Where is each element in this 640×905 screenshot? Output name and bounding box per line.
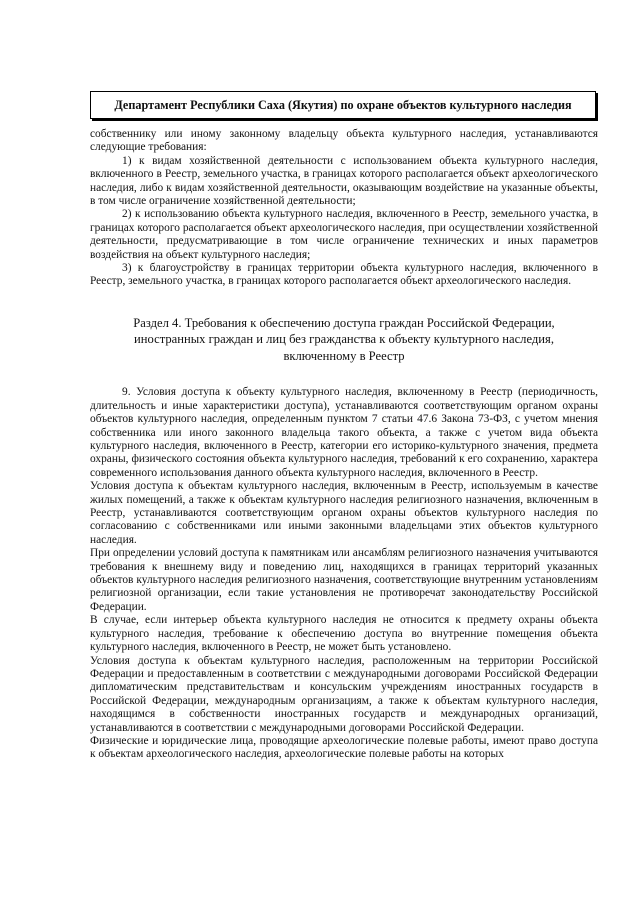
paragraph: Условия доступа к объектам культурного наследия, расположенным на территории Российской Федерации и предоставленным в соответствии с международными договорами Российской Федерации дипломатическим представительствам и консульским учреждениям иностранных государств в Российской Федерации, международным организациям, а также к объектам культурного наследия, находящимся в собственности иностранных государств и международных организаций, устанавливаются в соответствии с международными договорами Российской Федерации. bbox=[90, 654, 598, 734]
section-heading-line: иностранных граждан и лиц без гражданства к объекту культурного наследия, bbox=[134, 332, 554, 347]
section-heading-line: Раздел 4. Требования к обеспечению доступа граждан Российской Федерации, bbox=[133, 315, 555, 330]
section-heading bbox=[90, 315, 598, 365]
paragraph: В случае, если интерьер объекта культурного наследия не относится к предмету охраны объекта культурного наследия, требование к обеспечению доступа во внутренние помещения объекта культурного наследия, включенного в Реестр, не может быть установлено. bbox=[90, 614, 598, 654]
paragraph: Условия доступа к объектам культурного наследия, включенным в Реестр, используемым в качестве жилых помещений, а также к объектам культурного наследия религиозного назначения, включенным в Реестр, устанавливаются соответствующим органом охраны объектов культурного наследия по согласованию с собственниками или иными законными владельцами этих объектов культурного наследия. bbox=[90, 480, 598, 546]
department-header bbox=[90, 91, 596, 119]
requirement-3: 3) к благоустройству в границах территории объекта культурного наследия, включенного в Реестр, земельного участка, в границах которого располагается объект археологического наследия. bbox=[90, 262, 598, 288]
requirement-2: 2) к использованию объекта культурного наследия, включенного в Реестр, земельного участка, в границах которого располагается объект археологического наследия, при осуществлении хозяйственной деятельности, предусматривающие в том числе ограничение технических и иных параметров воздействия на объект культурного наследия; bbox=[90, 208, 598, 261]
paragraph: Физические и юридические лица, проводящие археологические полевые работы, имеют право доступа к объектам археологического наследия, археологические полевые работы на которых bbox=[90, 734, 598, 761]
requirement-1: 1) к видам хозяйственной деятельности с использованием объекта культурного наследия, включенного в Реестр, земельного участка, в границах которого располагается объект археологического наследия, либо к видам хозяйственной деятельности, оказывающим воздействие на указанные объекты, в том числе ограничение хозяйственной деятельности; bbox=[90, 154, 598, 208]
paragraph: При определении условий доступа к памятникам или ансамблям религиозного назначения учитываются требования к внешнему виду и поведению лиц, находящихся в границах территорий указанных объектов культурного наследия религиозного назначения, соответствующие внутренним установлениям религиозной организации, если такие установления не противоречат законодательству Российской Федерации. bbox=[90, 547, 598, 613]
department-title: Департамент Республики Саха (Якутия) по охране объектов культурного наследия bbox=[114, 97, 572, 112]
clause-9: 9. Условия доступа к объекту культурного наследия, включенному в Реестр (периодичность, длительность и иные характеристики доступа), устанавливаются соответствующим органом охраны объектов культурного наследия, определенным пунктом 7 статьи 47.6 Закона 73-ФЗ, с учетом мнения собственника или иного законного владельца такого объекта, а также с учетом вида объекта культурного наследия, включенного в Реестр, категории его историко-культурного значения, предмета охраны, физического состояния объекта культурного наследия, требований к его сохранению, характера современного использования данного объекта культурного наследия, включенного в Реестр. bbox=[90, 386, 598, 479]
paragraph-continuation: собственнику или иному законному владельцу объекта культурного наследия, устанавливаются следующие требования: bbox=[90, 128, 598, 154]
section-heading-line: включенному в Реестр bbox=[283, 348, 405, 363]
document-body bbox=[90, 128, 598, 762]
